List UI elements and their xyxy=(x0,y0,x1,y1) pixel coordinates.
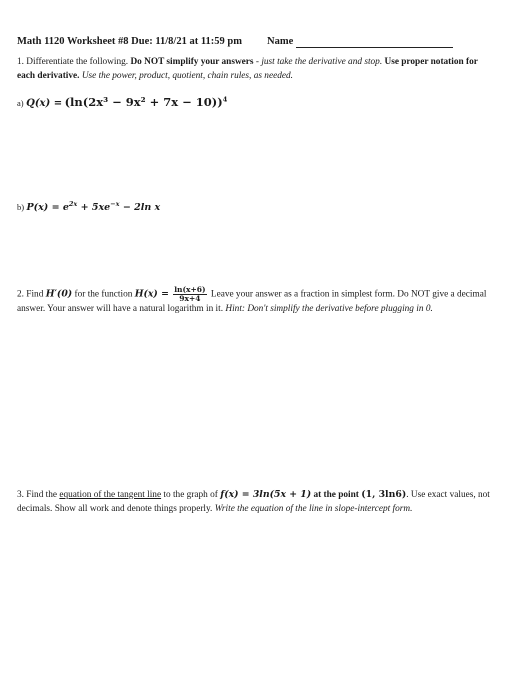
q3-function: f(x) = 3ln(5x + 1) xyxy=(220,489,312,500)
part-a-exponent: 4 xyxy=(222,95,228,104)
q2-instructions: Leave your answer as a fraction in simplest form. Do NOT give a decimal answer. Your answer will have a natural logarithm in it. xyxy=(17,289,487,314)
question-3 xyxy=(17,488,497,516)
q2-for-text: for the function xyxy=(74,289,133,300)
worksheet-title: Math 1120 Worksheet #8 Due: 11/8/21 at 11:59 pm xyxy=(17,36,242,47)
q3-at-point: at the point xyxy=(313,490,359,500)
part-b-exponent-1: 2x xyxy=(68,200,78,208)
part-a-lhs: Q(x) = xyxy=(26,98,63,109)
part-a-expression: (ln(2x³ − 9x² + 7x − 10)) xyxy=(64,95,223,109)
q1-rules-hint: Use the power, product, quotient, chain rules, as needed. xyxy=(81,70,293,81)
question-2 xyxy=(17,286,497,317)
q3-tangent-line-link: equation of the tangent line xyxy=(59,490,162,500)
q3-lead: 3. Find the xyxy=(17,490,58,500)
q2-fraction-numerator: ln(x+6) xyxy=(174,285,206,294)
q1-part-a xyxy=(17,95,227,109)
q1-part-b xyxy=(17,200,160,213)
q2-hprime: H′(0) xyxy=(45,288,73,300)
q2-fraction xyxy=(173,286,206,303)
q2-fraction-denominator: 9x+4 xyxy=(179,294,201,303)
q2-function-lhs: H(x) = xyxy=(134,288,169,300)
question-1-instructions xyxy=(17,56,497,83)
part-b-lhs: P(x) = e xyxy=(26,202,69,214)
part-a-label: a) xyxy=(17,98,24,108)
part-b-exponent-2: −x xyxy=(110,200,120,208)
q3-instructions: . Use exact values, not decimals. Show all work and denote things properly. xyxy=(17,490,490,514)
q3-point: (1, 3ln6) xyxy=(361,489,407,500)
q1-italic-instruction: just take the derivative and stop. xyxy=(261,57,383,67)
part-b-label: b) xyxy=(17,202,25,213)
part-b-middle-term: + 5xe xyxy=(77,202,111,214)
name-blank-line xyxy=(296,47,453,48)
q1-lead: 1. Differentiate the following. xyxy=(17,57,129,67)
q2-hint: Hint: Don't simplify the derivative before plugging in 0. xyxy=(225,304,433,314)
part-b-last-term: − 2ln x xyxy=(119,202,161,214)
q1-dash: - xyxy=(253,57,262,67)
q3-slope-intercept-note: Write the equation of the line in slope-intercept form. xyxy=(214,503,413,514)
q1-bold-instruction: Do NOT simplify your answers xyxy=(130,57,254,67)
q1-notation-instruction: Use proper notation for each derivative. xyxy=(17,57,478,81)
name-label: Name xyxy=(267,36,294,47)
q3-text: to the graph of xyxy=(163,490,218,500)
q2-lead: 2. Find xyxy=(17,289,44,300)
